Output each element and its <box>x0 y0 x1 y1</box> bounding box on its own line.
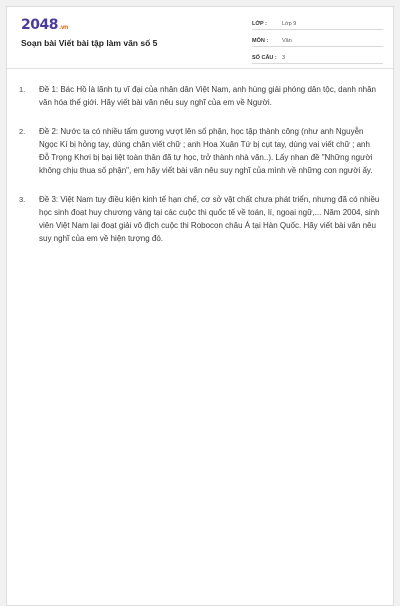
question-item <box>19 83 381 109</box>
question-text: Đề 2: Nước ta có nhiều tấm gương vượt lên số phận, học tập thành công (như anh Nguyễn Ngọc Kí bị hỏng tay, dùng chân viết chữ ; anh Hoa Xuân Tứ bị cụt tay, dùng vai viết chữ ; anh Đỗ Trọng Khơi bị bại liệt toàn thân đã tự học, trở thành nhà văn..). Lấy nhan đề "Những người không chịu thua số phận", em hãy viết bài văn nêu suy nghĩ của mình về những con người ấy. <box>39 127 373 175</box>
question-list <box>7 69 393 245</box>
question-item <box>19 193 381 245</box>
meta-row-question-count <box>252 49 383 64</box>
meta-label: MÔN : <box>252 38 269 44</box>
question-number: 2. <box>19 127 26 136</box>
question-text: Đề 3: Việt Nam tuy điều kiện kinh tế hạn chế, cơ sở vật chất chưa phát triển, nhưng đã có nhiều học sinh đoạt huy chương vàng tại các cuộc thi quốc tế về toán, lí, ngoại ngữ,... Năm 2004, sinh viên Việt Nam lại đoạt giải vô địch cuộc thi Robocon châu Á tại Hàn Quốc. Hãy viết bài văn nêu suy nghĩ của em về hiện tượng đó. <box>39 195 380 243</box>
question-number: 3. <box>19 195 26 204</box>
meta-label: SỐ CÂU : <box>252 55 277 61</box>
question-text: Đề 1: Bác Hồ là lãnh tụ vĩ đại của nhân dân Việt Nam, anh hùng giải phóng dân tộc, danh nhân văn hóa thế giới. Hãy viết bài văn nêu suy nghĩ của em về Người. <box>39 85 376 107</box>
meta-label: LỚP : <box>252 21 267 27</box>
meta-row-subject <box>252 32 383 47</box>
site-logo[interactable] <box>21 17 68 33</box>
document-header <box>7 7 393 69</box>
logo-domain: .vn <box>58 24 68 31</box>
meta-value: 3 <box>282 55 286 61</box>
logo-text: 2048 <box>21 17 58 33</box>
meta-value: Lớp 9 <box>282 21 297 27</box>
document-sheet <box>6 6 394 606</box>
question-item <box>19 125 381 177</box>
question-number: 1. <box>19 85 26 94</box>
document-title: Soạn bài Viết bài tập làm văn số 5 <box>21 38 158 48</box>
document-meta <box>252 15 383 66</box>
meta-row-class <box>252 15 383 30</box>
meta-value: Văn <box>282 38 292 44</box>
